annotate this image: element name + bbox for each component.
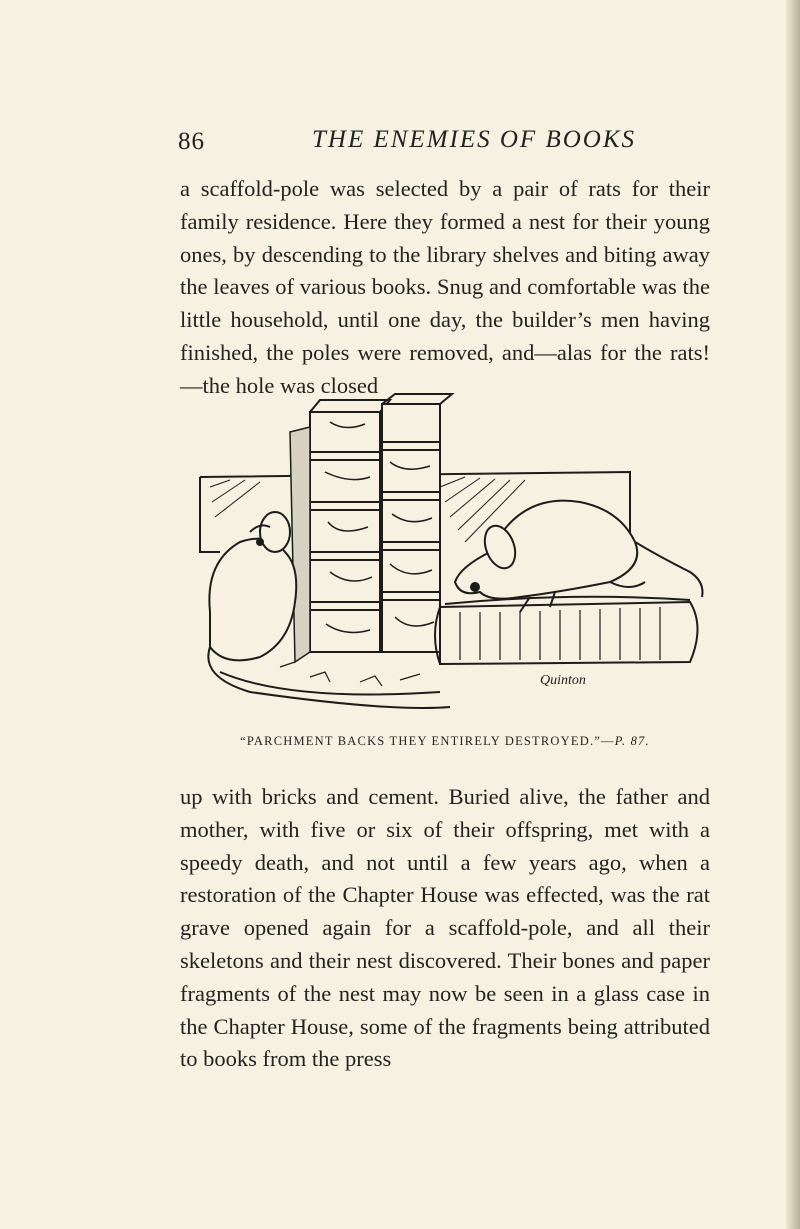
lying-book	[435, 597, 698, 664]
body-paragraph-bottom: up with bricks and cement. Buried alive, the father and mother, with five or six of their offspring, met with a speedy death, and not until a few years ago, when a restoration of the Chapter House was effected, was the rat grave opened again for a scaffold-pole, and all their skeletons and their nest discovered. Their bones and paper fragments of the nest may now be seen in a glass case in the Chapter House, some of the fragments being attributed to books from the press	[180, 784, 710, 1072]
caption-page-ref: P. 87.	[614, 734, 650, 748]
caption-text: “PARCHMENT BACKS THEY ENTIRELY DESTROYED.”—	[240, 734, 615, 748]
body-paragraph-top: a scaffold-pole was selected by a pair of rats for their family residence. Here they formed a nest for their young ones, by descending to the library shelves and biting away the leaves of various books. Snug and comfortable was the little household, until one day, the builder’s men having finished, the poles were removed, and—alas for the rats!—the hole was closed	[180, 176, 710, 398]
figure-caption	[180, 734, 710, 749]
running-title: THE ENEMIES OF BOOKS	[312, 126, 636, 153]
page-number: 86	[178, 128, 205, 155]
paper-scraps	[280, 662, 420, 686]
illustration-rats-and-books	[190, 392, 710, 722]
rat-right	[455, 501, 703, 612]
upright-book-left	[290, 400, 390, 662]
page-edge	[786, 0, 800, 1229]
artist-signature: Quinton	[540, 673, 586, 688]
